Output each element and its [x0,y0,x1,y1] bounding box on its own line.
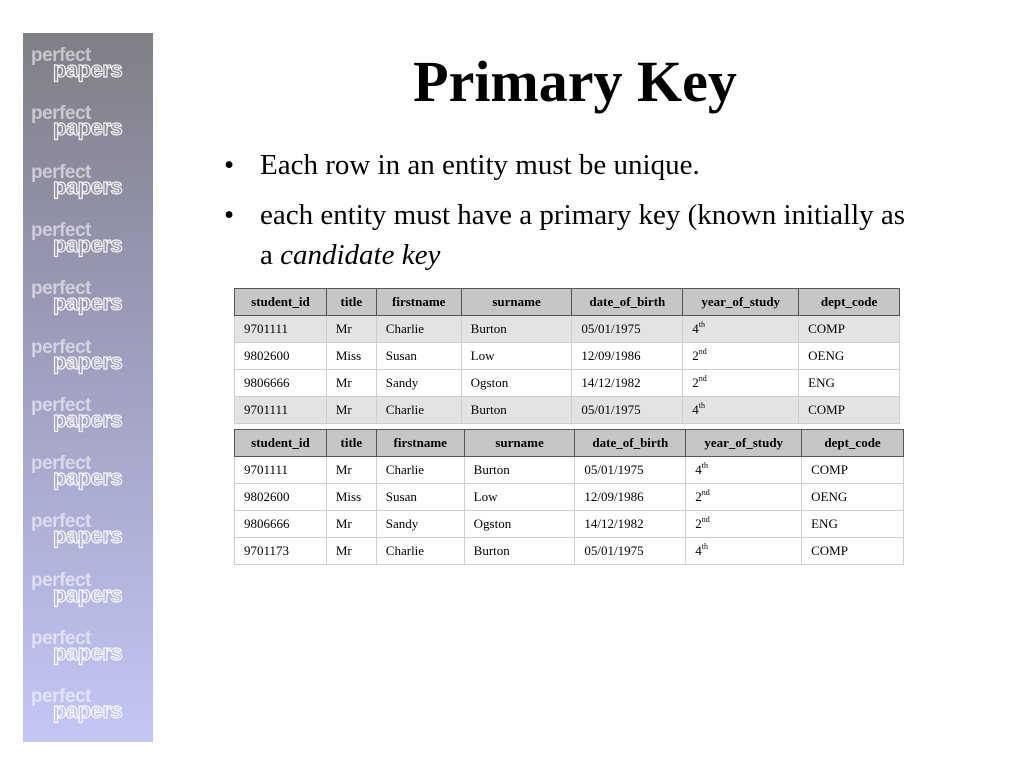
cell-title: Mr [326,397,376,424]
perfect-papers-logo [31,220,147,260]
cell-student-id: 9701111 [235,457,327,484]
column-header-dept-code: dept_code [799,289,900,316]
logo-word-top: perfect [31,686,91,708]
perfect-papers-logo [31,103,147,143]
column-header-student-id: student_id [235,430,327,457]
column-header-firstname: firstname [376,430,464,457]
cell-date-of-birth: 05/01/1975 [572,397,683,424]
ordinal-suffix: th [701,542,708,551]
cell-student-id: 9701111 [235,316,327,343]
cell-firstname: Susan [376,484,464,511]
logo-word-bottom: papers [53,523,123,549]
column-header-dept-code: dept_code [802,430,904,457]
cell-surname: Low [464,484,575,511]
column-header-date-of-birth: date_of_birth [575,430,686,457]
perfect-papers-logo [31,453,147,493]
ordinal-suffix: nd [701,488,710,497]
cell-date-of-birth: 14/12/1982 [572,370,683,397]
table-row [235,538,904,565]
cell-dept-code: COMP [802,457,904,484]
perfect-papers-logo [31,395,147,435]
bullet-item: • Each row in an entity must be unique. [222,145,922,185]
bullet-item: • each entity must have a primary key (known initially as a candidate key [222,195,922,275]
cell-year-of-study: 2nd [686,511,802,538]
cell-year-of-study: 2nd [686,484,802,511]
logo-word-bottom: papers [53,698,123,724]
italic-term: candidate key [280,239,441,271]
ordinal-suffix: nd [701,515,710,524]
cell-surname: Burton [464,457,575,484]
cell-student-id: 9802600 [235,484,327,511]
table-row [235,511,904,538]
cell-year-of-study: 4th [683,316,799,343]
cell-student-id: 9701173 [235,538,327,565]
logo-word-bottom: papers [53,348,123,374]
logo-word-top: perfect [31,569,91,591]
logo-word-bottom: papers [53,581,123,607]
table-row [235,457,904,484]
logo-word-top: perfect [31,628,91,649]
ordinal-suffix: nd [698,374,707,383]
perfect-papers-logo [31,686,147,726]
cell-surname: Ogston [464,511,575,538]
logo-word-bottom: papers [53,173,123,199]
cell-date-of-birth: 05/01/1975 [575,538,686,565]
header-row [235,430,904,457]
cell-dept-code: OENG [802,484,904,511]
logo-word-bottom: papers [53,640,123,665]
perfect-papers-logo [31,628,147,668]
cell-firstname: Charlie [376,457,464,484]
cell-title: Mr [326,538,376,565]
cell-dept-code: COMP [799,397,900,424]
logo-word-top: perfect [31,219,91,241]
logo-word-bottom: papers [53,406,123,432]
cell-firstname: Charlie [376,316,461,343]
cell-firstname: Charlie [376,538,464,565]
table-row [235,370,900,397]
perfect-papers-logo [31,337,147,377]
table-row [235,316,900,343]
cell-firstname: Sandy [376,370,461,397]
cell-date-of-birth: 12/09/1986 [575,484,686,511]
column-header-surname: surname [461,289,572,316]
cell-dept-code: ENG [802,511,904,538]
cell-firstname: Sandy [376,511,464,538]
cell-dept-code: OENG [799,343,900,370]
logo-word-bottom: papers [53,231,123,257]
column-header-student-id: student_id [235,289,327,316]
slide-title: Primary Key [413,49,737,114]
cell-surname: Burton [461,397,572,424]
table-row [235,484,904,511]
table-row [235,343,900,370]
perfect-papers-logo [31,278,147,318]
student-table-unique [234,429,904,565]
bullet-list [222,145,922,285]
logo-word-bottom: papers [53,115,123,141]
cell-student-id: 9701111 [235,397,327,424]
logo-word-top: perfect [31,336,91,358]
logo-word-bottom: papers [53,465,123,491]
column-header-date-of-birth: date_of_birth [572,289,683,316]
column-header-year-of-study: year_of_study [683,289,799,316]
column-header-surname: surname [464,430,575,457]
column-header-firstname: firstname [376,289,461,316]
cell-year-of-study: 4th [683,397,799,424]
ordinal-suffix: th [698,401,706,410]
logo-word-top: perfect [31,511,91,533]
cell-year-of-study: 4th [686,538,802,565]
perfect-papers-logo [31,45,147,85]
cell-dept-code: COMP [799,316,900,343]
cell-year-of-study: 2nd [683,370,799,397]
cell-title: Mr [326,457,376,484]
table-row [235,397,900,424]
logo-word-top: perfect [31,45,91,66]
cell-year-of-study: 2nd [683,343,799,370]
header-row [235,289,900,316]
logo-word-top: perfect [31,453,91,475]
cell-firstname: Susan [376,343,461,370]
cell-title: Mr [326,316,376,343]
cell-title: Miss [326,343,376,370]
cell-dept-code: ENG [799,370,900,397]
logo-word-top: perfect [31,161,91,183]
cell-year-of-study: 4th [686,457,802,484]
cell-firstname: Charlie [376,397,461,424]
perfect-papers-logo [31,570,147,610]
perfect-papers-logo [31,511,147,551]
cell-student-id: 9806666 [235,370,327,397]
cell-dept-code: COMP [802,538,904,565]
student-table-duplicate [234,288,900,424]
column-header-title: title [326,289,376,316]
cell-surname: Burton [464,538,575,565]
cell-surname: Burton [461,316,572,343]
column-header-title: title [326,430,376,457]
column-header-year-of-study: year_of_study [686,430,802,457]
sidebar-logo-strip [23,33,153,742]
cell-title: Miss [326,484,376,511]
perfect-papers-logo [31,162,147,202]
cell-date-of-birth: 12/09/1986 [572,343,683,370]
logo-word-top: perfect [31,103,91,125]
cell-date-of-birth: 05/01/1975 [572,316,683,343]
cell-date-of-birth: 14/12/1982 [575,511,686,538]
logo-word-bottom: papers [53,57,123,82]
ordinal-suffix: nd [698,347,707,356]
cell-date-of-birth: 05/01/1975 [575,457,686,484]
logo-word-top: perfect [31,394,91,416]
logo-word-top: perfect [31,278,91,300]
cell-title: Mr [326,511,376,538]
ordinal-suffix: th [698,320,706,329]
cell-student-id: 9802600 [235,343,327,370]
cell-student-id: 9806666 [235,511,327,538]
logo-word-bottom: papers [53,290,123,316]
cell-title: Mr [326,370,376,397]
cell-surname: Ogston [461,370,572,397]
cell-surname: Low [461,343,572,370]
ordinal-suffix: th [701,461,708,470]
